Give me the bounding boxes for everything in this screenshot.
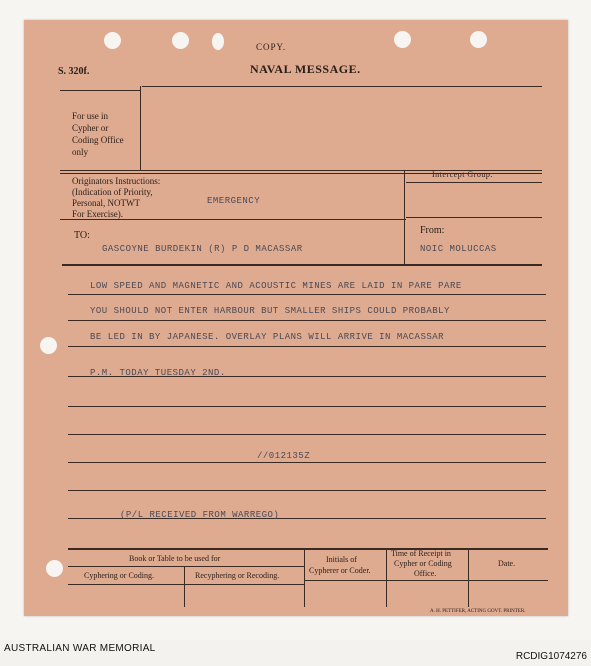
rule bbox=[60, 90, 140, 91]
rule bbox=[386, 549, 387, 607]
archive-credit: AUSTRALIAN WAR MEMORIAL bbox=[4, 643, 156, 654]
rule bbox=[140, 86, 141, 170]
originators-label: For Exercise). bbox=[72, 209, 123, 219]
printer-credit: A. H. PETTIFER, ACTING GOVT. PRINTER. bbox=[430, 609, 526, 614]
rule bbox=[304, 580, 548, 581]
punch-hole bbox=[470, 31, 487, 48]
to-value: GASCOYNE BURDEKIN (R) P D MACASSAR bbox=[102, 244, 303, 254]
rule bbox=[68, 320, 546, 321]
priority-value: EMERGENCY bbox=[207, 196, 261, 206]
time-of-receipt-label: Office. bbox=[414, 569, 437, 578]
rule bbox=[68, 490, 546, 491]
cypher-label: Coding Office bbox=[72, 135, 124, 145]
originators-label: (Indication of Priority, bbox=[72, 187, 153, 197]
message-line: YOU SHOULD NOT ENTER HARBOUR BUT SMALLER SHIPS COULD PROBABLY bbox=[90, 306, 450, 316]
rule bbox=[60, 219, 406, 220]
cypher-label: only bbox=[72, 147, 89, 157]
date-label: Date. bbox=[498, 559, 516, 568]
cypher-label: For use in bbox=[72, 111, 108, 121]
punch-hole bbox=[212, 33, 224, 50]
form-number: S. 320f. bbox=[58, 66, 90, 77]
copy-mark: COPY. bbox=[256, 42, 287, 52]
punch-hole bbox=[104, 32, 121, 49]
rule bbox=[68, 294, 546, 295]
rule bbox=[62, 264, 542, 266]
recyphering-label: Recyphering or Recoding. bbox=[195, 571, 280, 580]
book-label: Book or Table to be used for bbox=[129, 554, 221, 563]
rule bbox=[468, 549, 469, 607]
punch-hole bbox=[46, 560, 63, 577]
rule bbox=[68, 434, 546, 435]
originators-label: Personal, NOTWT bbox=[72, 198, 140, 208]
rule bbox=[304, 549, 305, 607]
form-title: NAVAL MESSAGE. bbox=[250, 62, 361, 76]
rule bbox=[68, 548, 548, 550]
intercept-label: Intercept Group. bbox=[432, 170, 493, 179]
time-of-receipt-label: Time of Receipt in bbox=[391, 549, 451, 558]
rule bbox=[68, 346, 546, 347]
rule bbox=[184, 567, 185, 607]
initials-label: Cypherer or Coder. bbox=[309, 566, 371, 575]
message-line: BE LED IN BY JAPANESE. OVERLAY PLANS WILL ARRIVE IN MACASSAR bbox=[90, 332, 445, 342]
message-form bbox=[24, 20, 568, 616]
message-line: LOW SPEED AND MAGNETIC AND ACOUSTIC MINES ARE LAID IN PARE PARE bbox=[90, 281, 462, 291]
cypher-label: Cypher or bbox=[72, 123, 109, 133]
rule bbox=[406, 182, 542, 183]
time-of-receipt-label: Cypher or Coding bbox=[394, 559, 452, 568]
rule bbox=[142, 86, 542, 87]
punch-hole bbox=[394, 31, 411, 48]
punch-hole bbox=[40, 337, 57, 354]
received-note: (P/L RECEIVED FROM WARREGO) bbox=[120, 510, 280, 520]
rule bbox=[404, 170, 405, 264]
punch-hole bbox=[172, 32, 189, 49]
rule bbox=[68, 406, 546, 407]
rule bbox=[406, 217, 542, 218]
cyphering-label: Cyphering or Coding. bbox=[84, 571, 154, 580]
rule bbox=[68, 462, 546, 463]
record-id: RCDIG1074276 bbox=[515, 651, 587, 662]
rule bbox=[68, 584, 304, 585]
from-value: NOIC MOLUCCAS bbox=[420, 244, 497, 254]
message-line: P.M. TODAY TUESDAY 2ND. bbox=[90, 368, 226, 378]
initials-label: Initials of bbox=[326, 555, 357, 564]
date-time-group: //012135Z bbox=[257, 451, 311, 461]
originators-label: Originators Instructions: bbox=[72, 176, 161, 186]
from-label: From: bbox=[420, 225, 445, 236]
to-label: TO: bbox=[74, 230, 90, 241]
rule bbox=[68, 566, 304, 567]
